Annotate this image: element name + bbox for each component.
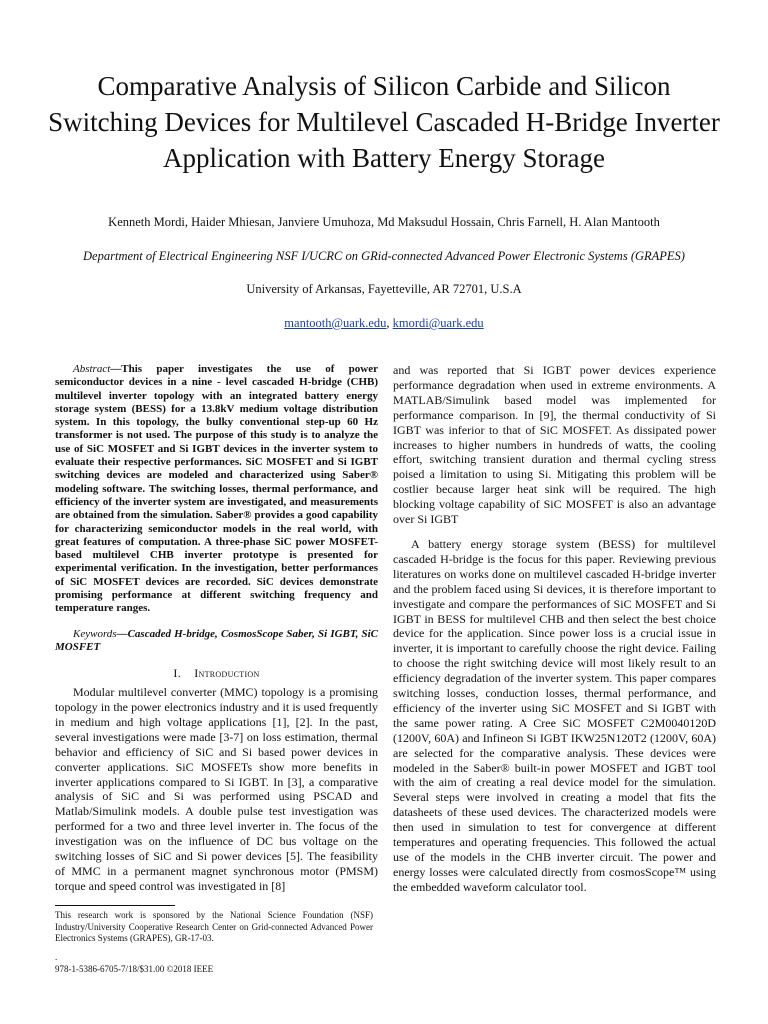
section-title: Introduction	[194, 666, 260, 681]
contact-emails	[40, 316, 728, 331]
section-number: I.	[173, 666, 182, 681]
left-column	[55, 363, 378, 894]
email-link-kmordi[interactable]: kmordi@uark.edu	[392, 316, 484, 330]
author-list: Kenneth Mordi, Haider Mhiesan, Janviere Umuhoza, Md Maksudul Hossain, Chris Farnell, H. Alan Mantooth	[108, 215, 660, 229]
footnote-divider	[55, 905, 175, 906]
right-paragraph-1: and was reported that Si IGBT power devices experience performance degradation when used in extreme environments. A MATLAB/Simulink based model was implemented for performance comparison. In [9], the thermal conductivity of Si IGBT was inferior to that of SiC MOSFET. As dissipated power increases to higher numbers in hundreds of watts, the cooling effort, switching transient duration and thermal cycling stress poised a limitation to using Si. Mitigating this problem will be costlier because larger heat sink will be required. The high blocking voltage capability of SiC MOSFET is also an advantage over Si IGBT	[393, 363, 716, 527]
footer-dot: .	[55, 952, 58, 962]
right-paragraph-2: A battery energy storage system (BESS) for multilevel cascaded H-bridge is the focus for this paper. Reviewing previous literatures on works done on multilevel cascaded H-bridge inverter and the problem faced using Si devices, it is therefore important to investigate and compare the performances of SiC MOSFET and Si IGBT in BESS for multilevel CHB and then select the best choice device for the application. Since power loss is a crucial issue in inverter, it is important to carefully choose the right device. Failing to choose the right switching device will most likely result to an efficiency degradation of the inverter system. This paper compares switching losses, conduction losses, thermal performance, and efficiency of the inverter using SiC MOSFET and Si IGBT with the same power rating. A Cree SiC MOSFET C2M0040120D (1200V, 60A) and Infineon Si IGBT IKW25N120T2 (1200V, 60A) are selected for the comparative analysis. These devices were modeled in the Saber® built-in power MOSFET and IGBT tool with the aim of creating a real device model for the simulation. Several steps were involved in creating a model that fits the datasheets of these used devices. The characterized models were then used in simulation to test for convergence at different temperatures and operating frequencies. This followed the actual use of the models in the CHB inverter circuit. The power and energy losses were calculated directly from cosmosScope™ using the embedded waveform calculator tool.	[393, 536, 716, 894]
paper-title: Comparative Analysis of Silicon Carbide and Silicon Switching Devices for Multilevel Cascaded H-Bridge Inverter Application with Battery Energy Storage	[48, 71, 720, 173]
email-link-mantooth[interactable]: mantooth@uark.edu	[284, 316, 387, 330]
affiliation: Department of Electrical Engineering NSF I/UCRC on GRid-connected Advanced Power Electronic Systems (GRAPES)	[83, 249, 685, 263]
abstract-text: —This paper investigates the use of power semiconductor devices in a nine - level cascaded H-bridge (CHB) multilevel inverter topology with an integrated battery energy storage system (BESS) for a 13.8kV medium voltage distribution system. In this topology, the bulky conventional step-up 60 Hz transformer is not used. The purpose of this study is to analyze the use of SiC MOSFET and Si IGBT devices in the inverter system to evaluate their respective performances. SiC MOSFET and Si IGBT switching devices are modeled and characterized using Saber® modeling software. The switching losses, thermal performance, and efficiency of the inverter system are investigated, and measurements are obtained from the simulation. Saber® provides a good capability for characterizing semiconductor models in the real world, with great features of computation. A three-phase SiC power MOSFET-based multilevel CHB inverter prototype is presented for experimental verification. In the investigation, better performances of SiC MOSFET devices are recorded. SiC devices demonstrate promising performance at different switching frequency and temperature ranges.	[55, 363, 378, 615]
abstract-label: Abstract	[73, 363, 111, 375]
university-address: University of Arkansas, Fayetteville, AR 72701, U.S.A	[246, 282, 522, 296]
right-column	[393, 363, 716, 895]
intro-paragraph-1: Modular multilevel converter (MMC) topology is a promising topology in the power electronics industry and it is used frequently in medium and high voltage applications [1], [2]. In the past, several investigations were made [3-7] on loss estimation, thermal behavior and efficiency of SiC and Si based power devices in converter applications. SiC MOSFETs show more benefits in inverter applications compared to Si IGBT. In [3], a comparative analysis of SiC and Si was performed using PSCAD and Matlab/Simulink models. A double pulse test investigation was performed for a two and three level inverter in. The focus of the investigation was on the influence of DC bus voltage on the switching losses of SiC and Si power devices [5]. The feasibility of MMC in a permanent magnet synchronous motor (PMSM) torque and speed control was investigated in [8]	[55, 685, 378, 893]
keywords	[55, 628, 378, 655]
section-heading-introduction	[55, 666, 378, 681]
funding-footnote: This research work is sponsored by the National Science Foundation (NSF) Industry/University Cooperative Research Center on Grid-connected Advanced Power Electronics Systems (GRAPES), GR-17-03.	[55, 910, 373, 943]
keywords-text: —Cascaded H-bridge, CosmosScope Saber, Si IGBT, SiC MOSFET	[55, 627, 378, 653]
abstract	[55, 363, 378, 616]
keywords-label: Keywords	[73, 627, 117, 640]
email-separator: ,	[386, 316, 393, 330]
copyright-line: 978-1-5386-6705-7/18/$31.00 ©2018 IEEE	[55, 964, 214, 974]
